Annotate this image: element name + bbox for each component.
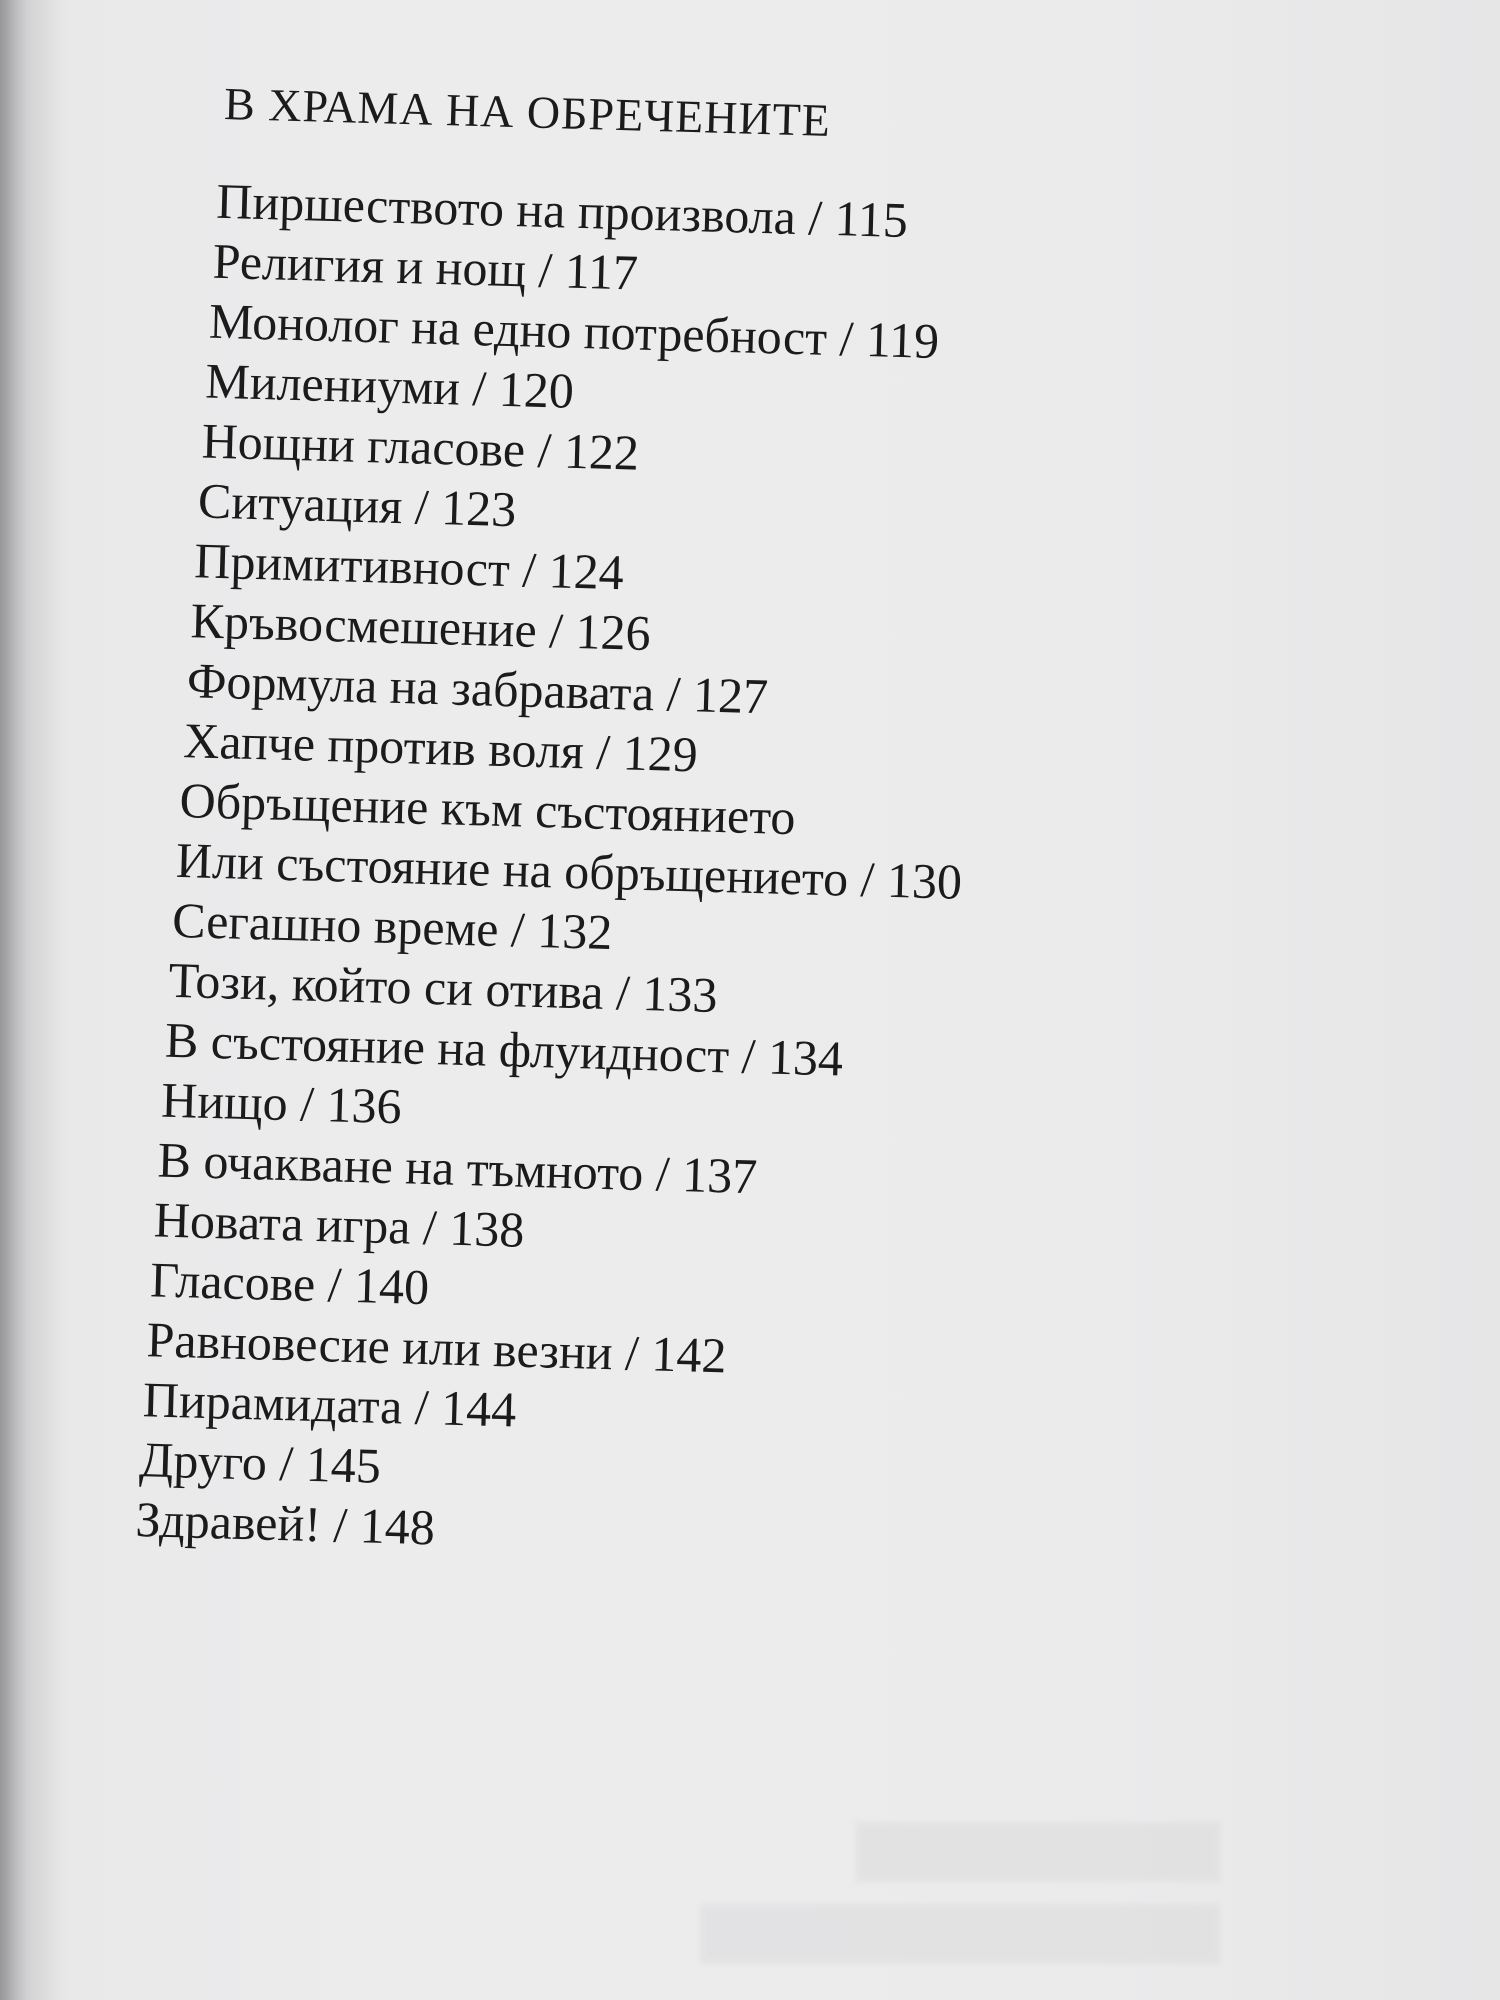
toc-entry: Формула на забравата / 127 (186, 652, 769, 725)
toc-entry: Примитивност / 124 (193, 532, 625, 601)
toc-entry: Религия и нощ / 117 (212, 232, 639, 301)
toc-list (134, 170, 1337, 1582)
toc-entry: В състояние на флуидност / 134 (164, 1011, 844, 1087)
toc-entry: Пирамидата / 144 (142, 1371, 517, 1438)
toc-entry: Пиршеството на произвола / 115 (215, 172, 909, 249)
toc-entry: Кръвосмешение / 126 (189, 592, 652, 662)
toc-entry: Гласове / 140 (149, 1251, 430, 1316)
section-title: В ХРАМА НА ОБРЕЧЕНИТЕ (223, 77, 832, 146)
toc-entry: Милениуми / 120 (204, 352, 575, 420)
toc-entry: Монолог на едно потребност / 119 (208, 292, 940, 370)
toc-entry: Или състояние на обръщението / 130 (175, 832, 963, 911)
toc-entry: Обръщение към състоянието (178, 772, 797, 846)
toc-entry: Хапче против воля / 129 (182, 712, 699, 783)
toc-entry: Друго / 145 (138, 1431, 382, 1495)
toc-entry: Новата игра / 138 (153, 1191, 526, 1258)
toc-entry: Ситуация / 123 (197, 472, 518, 538)
show-through-text (700, 1800, 1220, 1980)
toc-entry: Този, който си отива / 133 (167, 951, 719, 1024)
toc-entry: Здравей! / 148 (134, 1491, 436, 1556)
toc-entry: Равновесие или везни / 142 (145, 1311, 728, 1384)
toc-entry: В очакване на тъмното / 137 (156, 1131, 759, 1205)
table-of-contents (134, 75, 1340, 1582)
toc-entry: Сегашно време / 132 (171, 892, 614, 961)
toc-entry: Нощни гласове / 122 (201, 412, 640, 481)
toc-entry: Нищо / 136 (160, 1071, 403, 1135)
gutter-shadow (0, 0, 70, 2000)
